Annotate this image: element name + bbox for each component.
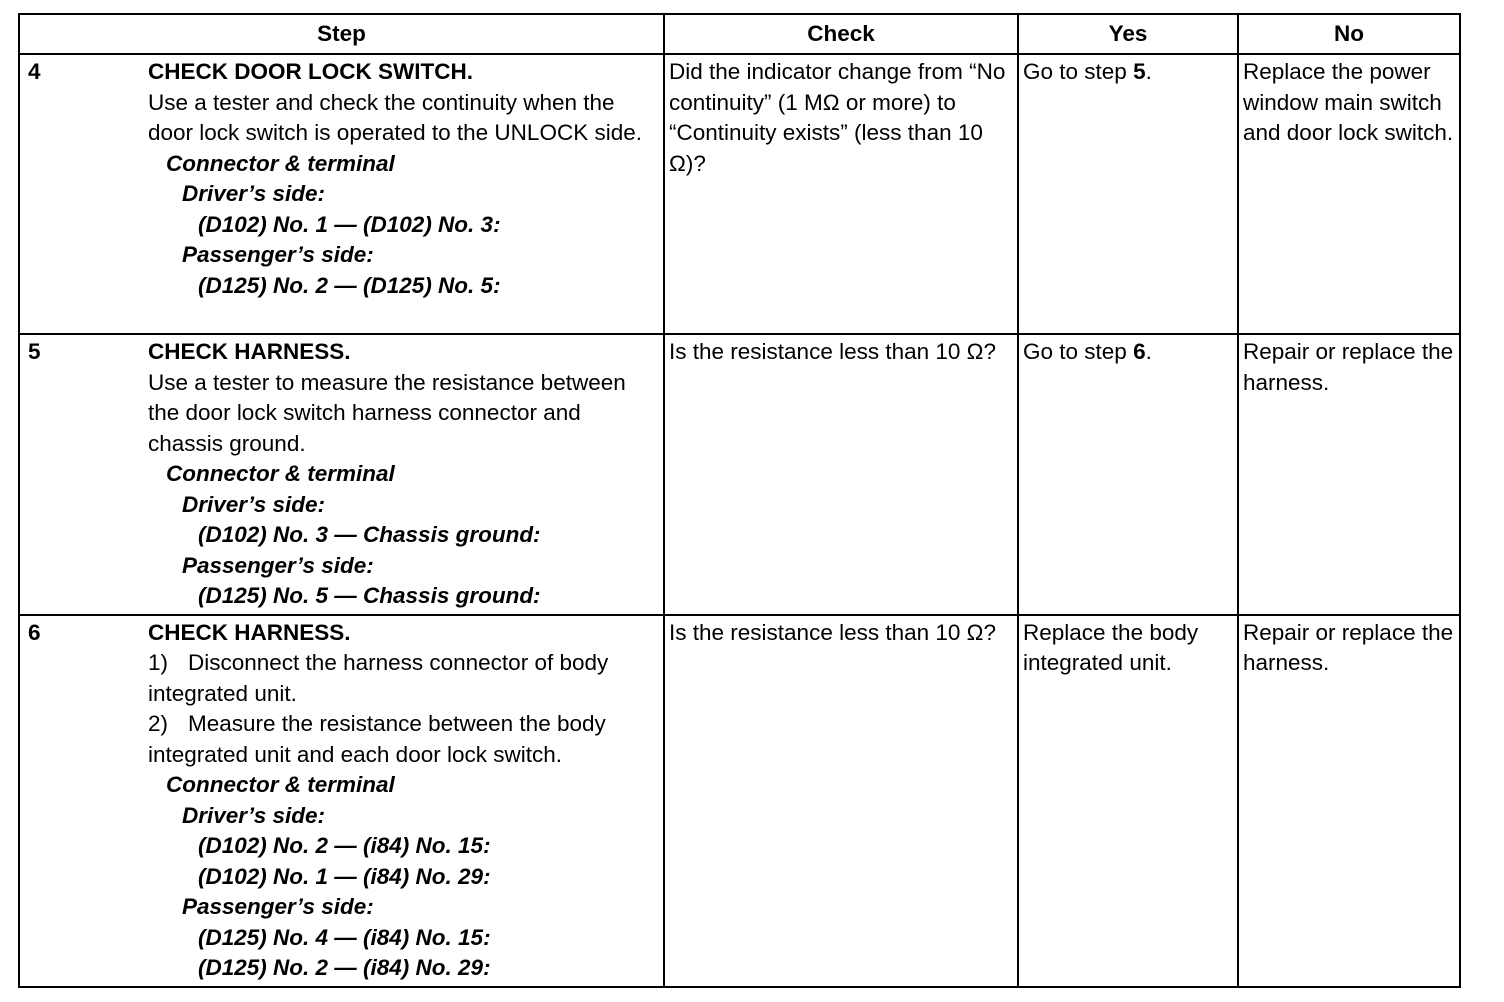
driver-terminal: (D102) No. 3 — Chassis ground: (198, 522, 541, 547)
sub-step-text: Disconnect the harness connector of body integrated unit. (148, 650, 609, 706)
passenger-side-label: Passenger’s side: (182, 894, 374, 919)
driver-terminal: (D102) No. 2 — (i84) No. 15: (198, 833, 491, 858)
step-title: CHECK DOOR LOCK SWITCH. (148, 59, 473, 84)
yes-suffix: . (1145, 59, 1152, 84)
passenger-terminal: (D125) No. 2 — (i84) No. 29: (198, 955, 491, 980)
yes-prefix: Go to step (1023, 339, 1134, 364)
no-text: Repair or replace the harness. (1243, 619, 1454, 675)
connector-label: Connector & terminal (166, 461, 395, 486)
step-cell (19, 334, 664, 615)
passenger-terminal: (D125) No. 4 — (i84) No. 15: (198, 924, 491, 950)
passenger-terminal: (D125) No. 2 — (D125) No. 5: (198, 272, 501, 298)
check-text: Is the resistance less than 10 Ω? (669, 339, 996, 364)
no-text: Replace the power window main switch and door lock switch. (1243, 59, 1454, 145)
step-number: 4 (28, 59, 41, 84)
step-title: CHECK HARNESS. (148, 339, 351, 364)
yes-text: Replace the body integrated unit. (1023, 619, 1199, 675)
driver-terminal: (D102) No. 1 — (D102) No. 3: (198, 211, 501, 237)
step-cell (19, 54, 664, 334)
connector-label: Connector & terminal (166, 772, 395, 797)
table-row-step-4 (19, 54, 1460, 334)
passenger-side-label: Passenger’s side: (182, 242, 374, 267)
header-step: Step (19, 14, 664, 54)
sub-step-1 (148, 648, 655, 709)
yes-cell (1018, 615, 1238, 987)
driver-side-label: Driver’s side: (182, 181, 325, 206)
yes-suffix: . (1145, 339, 1152, 364)
diagnostic-table (18, 13, 1461, 988)
yes-text (1019, 55, 1237, 90)
yes-text (1019, 335, 1237, 370)
no-cell (1238, 615, 1460, 987)
table-row-step-5 (19, 334, 1460, 615)
step-title: CHECK HARNESS. (148, 619, 351, 645)
yes-cell (1018, 54, 1238, 334)
step-description: Use a tester and check the continuity when the door lock switch is operated to the UNLOCK side. (148, 89, 642, 145)
step-cell (19, 615, 664, 987)
check-cell (664, 615, 1018, 987)
passenger-terminal: (D125) No. 5 — Chassis ground: (198, 583, 541, 608)
check-text: Is the resistance less than 10 Ω? (669, 619, 996, 645)
connector-label: Connector & terminal (166, 150, 395, 176)
yes-prefix: Go to step (1023, 59, 1134, 84)
sub-step-number: 2) (148, 711, 169, 736)
driver-side-label: Driver’s side: (182, 491, 325, 517)
passenger-side-label: Passenger’s side: (182, 552, 374, 578)
step-number: 5 (28, 339, 41, 364)
no-cell (1238, 54, 1460, 334)
header-row (19, 14, 1460, 54)
sub-step-text: Measure the resistance between the body integrated unit and each door lock switch. (148, 711, 606, 767)
yes-step-link: 5 (1133, 59, 1146, 84)
step-description: Use a tester to measure the resistance between the door lock switch harness connector and chassis ground. (148, 369, 626, 456)
no-text: Repair or replace the harness. (1243, 339, 1454, 395)
yes-cell (1018, 334, 1238, 615)
step-number: 6 (28, 619, 41, 645)
check-cell (664, 334, 1018, 615)
check-text: Did the indicator change from “No continuity” (1 MΩ or more) to “Continuity exists” (less than 10 Ω)? (669, 59, 1006, 176)
header-check: Check (664, 14, 1018, 54)
table-row-step-6 (19, 615, 1460, 987)
driver-side-label: Driver’s side: (182, 802, 325, 828)
header-yes: Yes (1018, 14, 1238, 54)
driver-terminal: (D102) No. 1 — (i84) No. 29: (198, 863, 491, 889)
yes-step-link: 6 (1133, 339, 1146, 364)
check-cell (664, 54, 1018, 334)
sub-step-number: 1) (148, 650, 169, 675)
sub-step-2 (148, 709, 655, 770)
header-no: No (1238, 14, 1460, 54)
no-cell (1238, 334, 1460, 615)
